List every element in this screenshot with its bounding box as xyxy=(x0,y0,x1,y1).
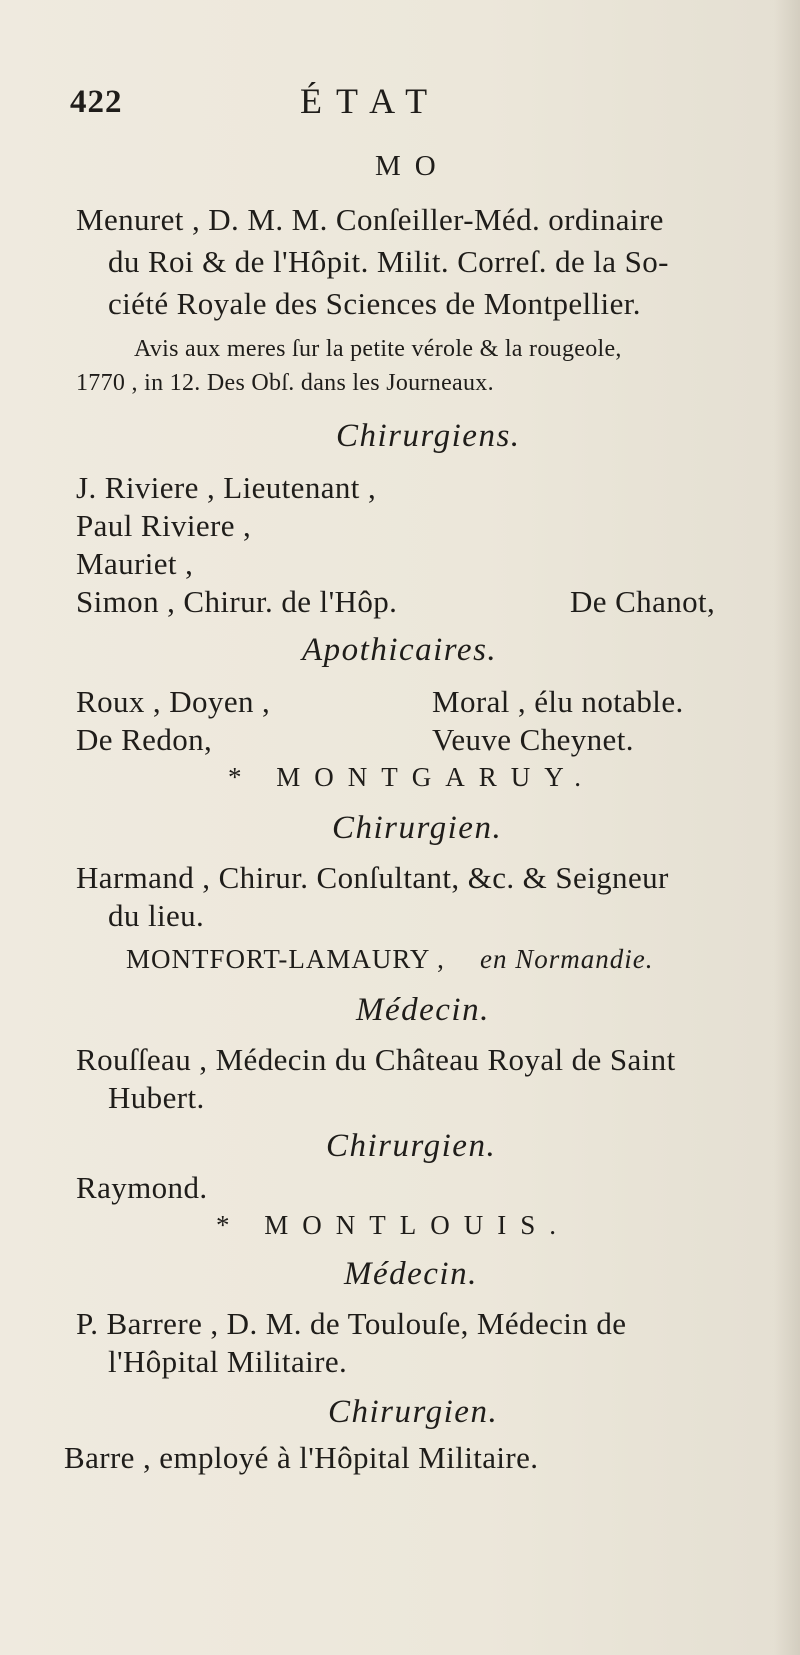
page-edge-shadow xyxy=(774,0,800,1655)
heading-medecin-montfort: Médecin. xyxy=(356,992,490,1028)
entry-rousseau-line1: Rouſſeau , Médecin du Château Royal de Saint xyxy=(76,1042,676,1077)
region-normandie: en Normandie. xyxy=(480,944,654,974)
place-montfort-lamaury: MONTFORT-LAMAURY , xyxy=(126,944,445,974)
note-menuret-line1: Avis aux meres ſur la petite vérole & la rougeole, xyxy=(134,336,622,362)
place-montlouis: * MONTLOUIS. xyxy=(216,1210,570,1240)
heading-chirurgien-montgaruy: Chirurgien. xyxy=(332,810,503,846)
running-head: ÉTAT xyxy=(300,81,442,121)
entry-simon: Simon , Chirur. de l'Hôp. xyxy=(76,584,398,619)
entry-barrere-line2: l'Hôpital Militaire. xyxy=(108,1344,348,1379)
entry-harmand-line2: du lieu. xyxy=(108,898,205,933)
entry-de-redon: De Redon, xyxy=(76,722,213,757)
entry-mauriet: Mauriet , xyxy=(76,546,194,581)
heading-chirurgiens: Chirurgiens. xyxy=(336,418,521,454)
entry-riviere-paul: Paul Riviere , xyxy=(76,508,252,543)
place-montgaruy: * MONTGARUY. xyxy=(228,762,596,792)
entry-menuret-line3: ciété Royale des Sciences de Montpellier. xyxy=(108,286,641,321)
heading-chirurgien-montfort: Chirurgien. xyxy=(326,1128,497,1164)
entry-barrere-line1: P. Barrere , D. M. de Toulouſe, Médecin de xyxy=(76,1306,627,1341)
entry-riviere-j: J. Riviere , Lieutenant , xyxy=(76,470,377,505)
entry-veuve-cheynet: Veuve Cheynet. xyxy=(432,722,634,757)
heading-medecin-montlouis: Médecin. xyxy=(344,1256,478,1292)
page-number: 422 xyxy=(70,84,123,120)
entry-rousseau-line2: Hubert. xyxy=(108,1080,205,1115)
entry-de-chanot: De Chanot, xyxy=(570,584,716,619)
entry-roux: Roux , Doyen , xyxy=(76,684,271,719)
entry-raymond: Raymond. xyxy=(76,1170,208,1205)
entry-menuret-line1: Menuret , D. M. M. Conſeiller-Méd. ordinaire xyxy=(76,202,664,237)
heading-chirurgien-montlouis: Chirurgien. xyxy=(328,1394,499,1430)
entry-menuret-line2: du Roi & de l'Hôpit. Milit. Correſ. de la So- xyxy=(108,244,669,279)
section-letters: MO xyxy=(375,150,450,182)
note-menuret-line2: 1770 , in 12. Des Obſ. dans les Journeaux. xyxy=(76,370,494,396)
entry-moral: Moral , élu notable. xyxy=(432,684,684,719)
entry-barre: Barre , employé à l'Hôpital Militaire. xyxy=(64,1440,539,1475)
entry-harmand-line1: Harmand , Chirur. Conſultant, &c. & Seigneur xyxy=(76,860,669,895)
heading-apothicaires: Apothicaires. xyxy=(302,632,498,668)
